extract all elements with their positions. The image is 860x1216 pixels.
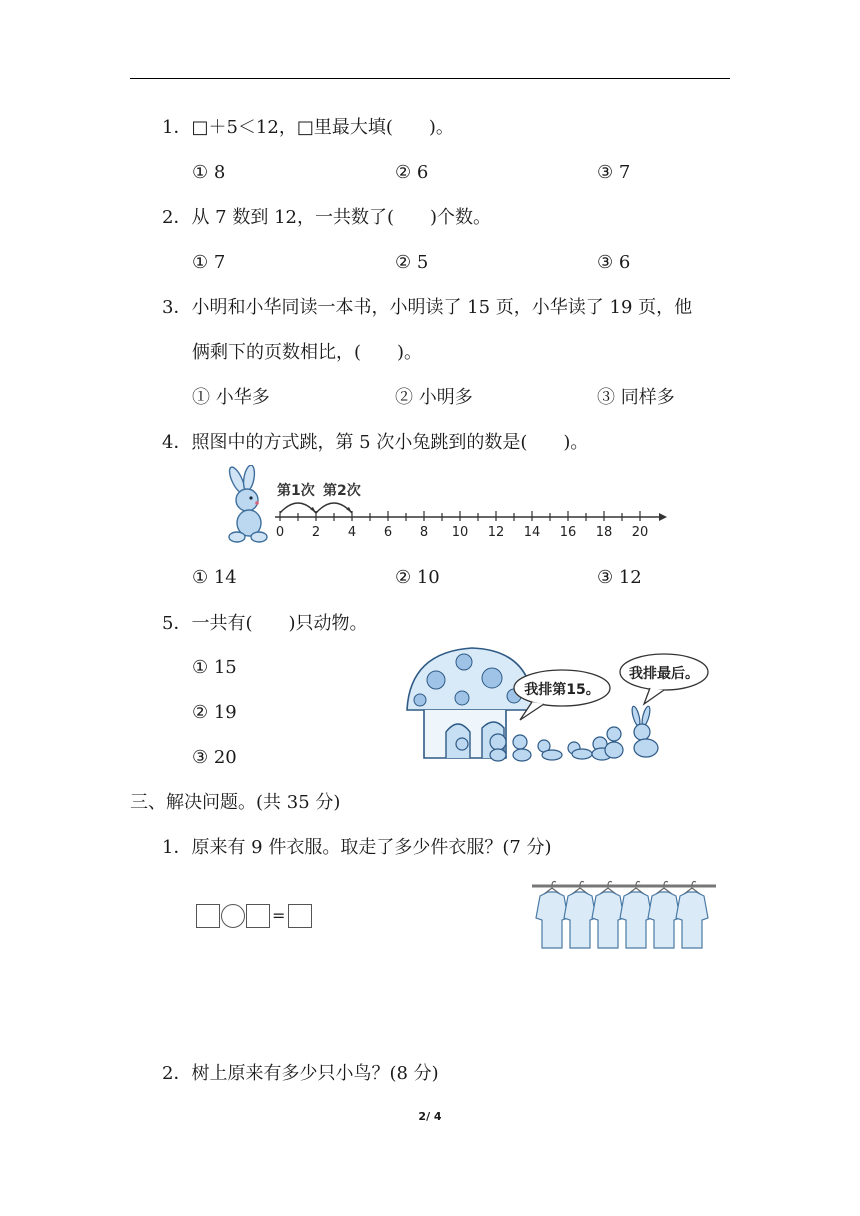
speech-bubble-2	[620, 654, 708, 704]
q5-stem: 5．一共有( )只动物。	[162, 613, 368, 634]
page-number: 2/ 4	[418, 1110, 442, 1123]
q5-option-2: ② 19	[192, 702, 237, 723]
jump-label-2: 第2次	[323, 483, 361, 499]
q1-option-2: ② 6	[395, 162, 429, 183]
section3-title: 三、解决问题。(共 35 分)	[130, 792, 341, 813]
q2-stem: 2．从 7 数到 12，一共数了( )个数。	[162, 207, 492, 228]
answer-box[interactable]	[288, 904, 312, 928]
tick-label: 12	[487, 525, 505, 540]
tick-label: 20	[631, 525, 649, 540]
header-rule	[130, 78, 730, 79]
q5-option-1: ① 15	[192, 657, 237, 678]
tick-label: 16	[559, 525, 577, 540]
rabbit-icon	[227, 465, 267, 542]
tick-label: 14	[523, 525, 541, 540]
equals-sign: =	[272, 906, 286, 925]
bubble-1-text: 我排第15。	[524, 682, 600, 698]
q3-stem-line2: 俩剩下的页数相比，( )。	[192, 342, 423, 363]
number-line-figure	[215, 465, 675, 550]
operator-circle[interactable]	[221, 904, 245, 928]
s3-q2-stem: 2．树上原来有多少只小鸟？(8 分)	[162, 1063, 439, 1084]
q5-option-3: ③ 20	[192, 747, 237, 768]
clothes-rack-figure	[528, 878, 720, 954]
q4-option-2: ② 10	[395, 567, 440, 588]
q4-option-1: ① 14	[192, 567, 237, 588]
tick-label: 6	[383, 525, 393, 540]
q4-option-3: ③ 12	[597, 567, 642, 588]
tick-label: 0	[275, 525, 285, 540]
answer-box[interactable]	[246, 904, 270, 928]
q3-stem-line1: 3．小明和小华同读一本书，小明读了 15 页，小华读了 19 页，他	[162, 297, 693, 318]
q3-option-3: ③ 同样多	[597, 387, 675, 408]
s3-q1-stem: 1．原来有 9 件衣服。取走了多少件衣服？(7 分)	[162, 837, 552, 858]
bubble-2-text: 我排最后。	[629, 666, 699, 682]
q1-option-1: ① 8	[192, 162, 226, 183]
q2-option-2: ② 5	[395, 252, 429, 273]
tick-label: 4	[347, 525, 357, 540]
q3-option-1: ① 小华多	[192, 387, 270, 408]
tick-label: 18	[595, 525, 613, 540]
tick-label: 8	[419, 525, 429, 540]
tick-label: 10	[451, 525, 469, 540]
tick-label: 2	[311, 525, 321, 540]
q1-option-3: ③ 7	[597, 162, 631, 183]
q3-option-2: ② 小明多	[395, 387, 473, 408]
q4-stem: 4．照图中的方式跳，第 5 次小兔跳到的数是( )。	[162, 432, 589, 453]
equation-template	[196, 904, 316, 930]
q2-option-1: ① 7	[192, 252, 226, 273]
q1-stem: 1．□＋5＜12，□里最大填( )。	[162, 117, 454, 138]
speech-bubble-1	[514, 670, 610, 720]
answer-box[interactable]	[196, 904, 220, 928]
shirts-icon	[536, 882, 708, 949]
mushroom-animals-figure	[402, 640, 714, 770]
jump-label-1: 第1次	[277, 483, 315, 499]
q2-option-3: ③ 6	[597, 252, 631, 273]
